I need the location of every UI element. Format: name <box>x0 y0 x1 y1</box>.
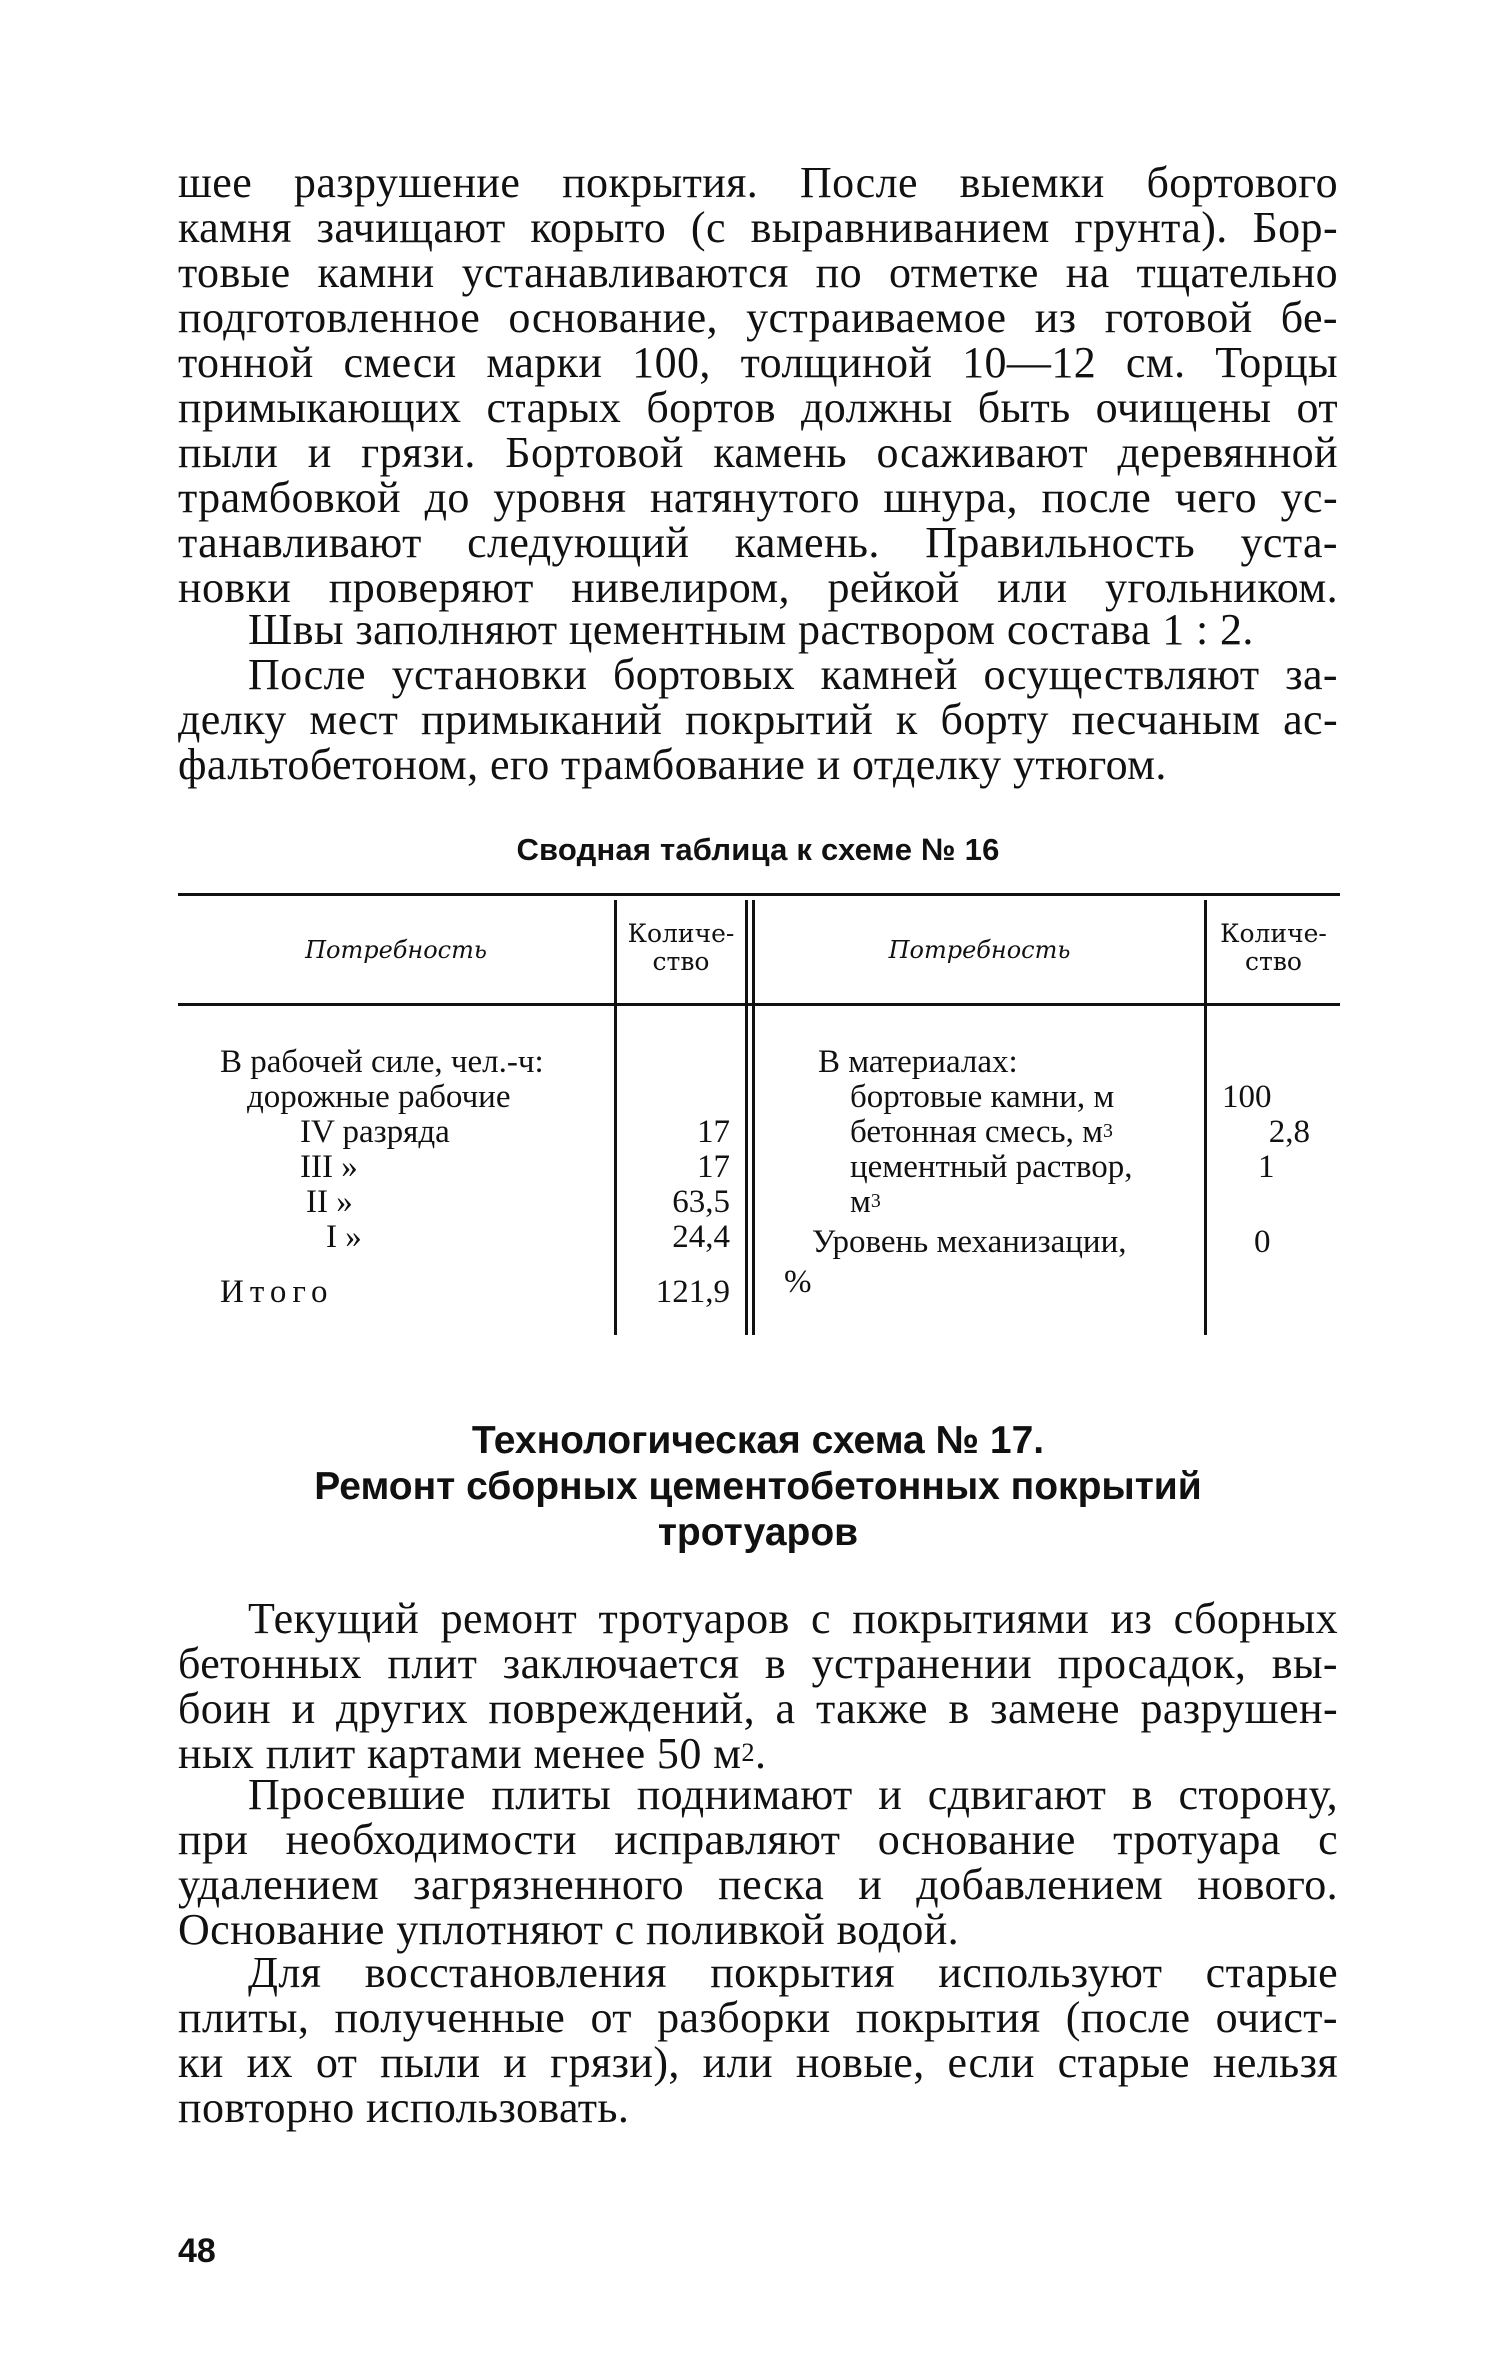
text-line: примыкающих старых бортов должны быть очищены от <box>178 383 1338 432</box>
table-cell <box>850 1115 1113 1150</box>
header-qty-right-2: ство <box>1245 947 1302 976</box>
text-line: Основание уплотняют с поливкой водой. <box>178 1905 960 1954</box>
text-line: бетонных плит заключается в устранении просадок, вы- <box>178 1639 1338 1688</box>
body-paragraph-3 <box>178 1950 1338 2130</box>
page-number: 48 <box>178 2232 216 2270</box>
text-line: делку мест примыканий покрытий к борту песчаным ас- <box>178 695 1338 744</box>
text-line: Для восстановления покрытия используют старые <box>248 1948 1338 1997</box>
table-cell-value: 17 <box>697 1114 730 1150</box>
text-line: пыли и грязи. Бортовой камень осаживают деревянной <box>178 428 1338 477</box>
table-cell: бортовые камни, м <box>850 1079 1115 1115</box>
superscript: 2 <box>741 1737 755 1768</box>
table-cell: В материалах: <box>818 1044 1018 1080</box>
column-divider <box>745 900 748 1335</box>
text-line: плиты, полученные от разборки покрытия (после очист- <box>178 1993 1338 2042</box>
text-line: трамбовкой до уровня натянутого шнура, после чего ус- <box>178 473 1338 522</box>
text-line: Просевшие плиты поднимают и сдвигают в сторону, <box>248 1770 1338 1819</box>
table-header-rule <box>178 1003 1340 1006</box>
table-cell: IV разряда <box>300 1114 450 1150</box>
text-line: танавливают следующий камень. Правильность уста- <box>178 518 1338 567</box>
column-divider <box>752 900 755 1335</box>
section-heading <box>178 1418 1338 1556</box>
header-qty-left-1: Количе- <box>627 919 735 948</box>
text-line: камня зачищают корыто (с выравниванием грунта). Бор- <box>178 203 1338 252</box>
table-cell: II » <box>306 1184 353 1220</box>
text-line: тонной смеси марки 100, толщиной 10—12 см. Торцы <box>178 338 1338 387</box>
table-cell-value: 121,9 <box>655 1274 730 1310</box>
text-line: шее разрушение покрытия. После выемки бортового <box>178 158 1338 207</box>
text-line: Швы заполняют цементным раствором состава 1 : 2. <box>248 605 1254 654</box>
body-paragraph-1 <box>178 1596 1338 1776</box>
table-cell-value: 2,8 <box>1268 1114 1310 1150</box>
table-cell: цементный раствор, <box>850 1149 1133 1185</box>
table-cell: В рабочей силе, чел.-ч: <box>220 1044 544 1080</box>
text-line: повторно использовать. <box>178 2083 630 2132</box>
after-installation-paragraph <box>178 652 1338 787</box>
text-line: новки проверяют нивелиром, рейкой или угольником. <box>178 563 1338 612</box>
text-fragment: . <box>754 1729 767 1778</box>
header-qty-left-2: ство <box>652 947 710 976</box>
superscript: 3 <box>870 1190 881 1213</box>
text-line: при необходимости исправляют основание тротуара с <box>178 1815 1338 1864</box>
cell-text: м <box>850 1184 871 1220</box>
text-line: товые камни устанавливаются по отметке на тщательно <box>178 248 1338 297</box>
seams-paragraph <box>178 607 1338 652</box>
table-cell: % <box>784 1264 812 1300</box>
table-cell-value: 17 <box>697 1149 730 1185</box>
table-cell: Уровень механизации, <box>812 1224 1127 1260</box>
cell-text: бетонная смесь, м <box>850 1114 1103 1150</box>
header-qty-right-1: Количе- <box>1220 919 1327 948</box>
text-line: боин и других повреждений, а также в замене разрушен- <box>178 1684 1338 1733</box>
table-cell <box>850 1185 881 1220</box>
text-line: Текущий ремонт тротуаров с покрытиями из сборных <box>248 1594 1338 1643</box>
table-cell-value: 24,4 <box>672 1219 730 1255</box>
text-line: ки их от пыли и грязи), или новые, если старые нельзя <box>178 2038 1338 2087</box>
superscript: 3 <box>1102 1120 1113 1143</box>
table-cell: III » <box>300 1149 358 1185</box>
table-cell-value: 63,5 <box>672 1184 730 1220</box>
text-line: После установки бортовых камней осуществляют за- <box>248 650 1338 699</box>
text-line: удалением загрязненного песка и добавлением нового. <box>178 1860 1338 1909</box>
text-line: фальтобетоном, его трамбование и отделку утюгом. <box>178 740 1167 789</box>
header-need-left: Потребность <box>305 936 487 964</box>
table-caption: Сводная таблица к схеме № 16 <box>516 832 1000 867</box>
heading-line: тротуаров <box>657 1511 859 1554</box>
intro-paragraph <box>178 160 1338 610</box>
table-cell-value: 1 <box>1258 1149 1275 1185</box>
text-line: подготовленное основание, устраиваемое из готовой бе- <box>178 293 1338 342</box>
table-top-rule <box>178 893 1340 896</box>
table-cell-value: 100 <box>1222 1079 1272 1115</box>
heading-line: Технологическая схема № 17. <box>471 1419 1045 1462</box>
table-cell: дорожные рабочие <box>247 1079 511 1115</box>
header-need-right: Потребность <box>888 936 1071 964</box>
table-cell: I » <box>326 1219 362 1255</box>
text-fragment: ных плит картами менее 50 м <box>178 1729 742 1778</box>
table-cell-total: Итого <box>220 1274 334 1310</box>
heading-line: Ремонт сборных цементобетонных покрытий <box>314 1465 1202 1508</box>
table-cell-value: 0 <box>1254 1224 1271 1260</box>
body-paragraph-2 <box>178 1772 1338 1952</box>
